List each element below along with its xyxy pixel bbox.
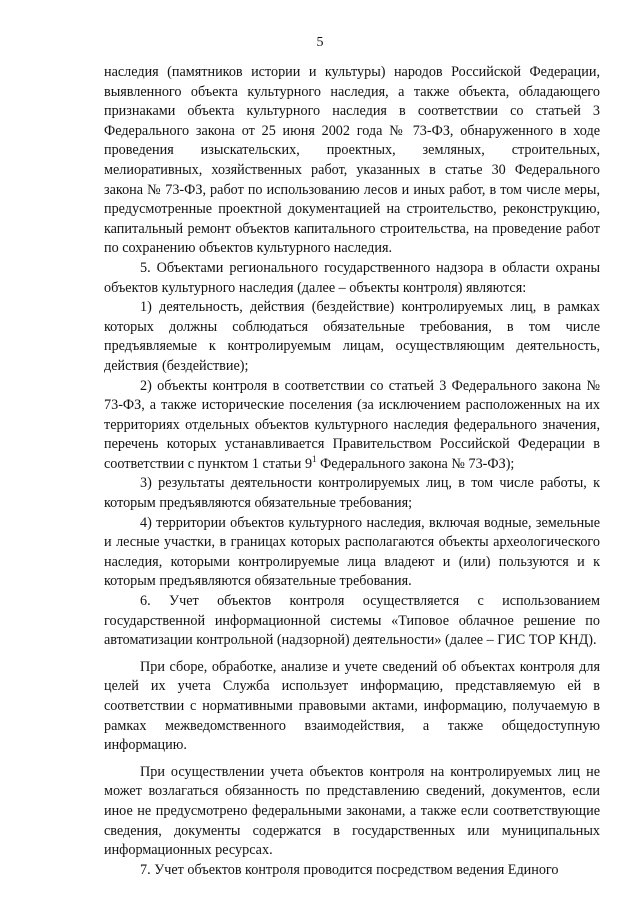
paragraph-continuation: наследия (памятников истории и культуры) народов Российской Федерации, выявленного объекта культурного наследия, а также объекта, обладающего признаками объекта культурного наследия в соответствии со статьей 3 Федерального закона от 25 июня 2002 года № 73-ФЗ, обнаруженного в ходе проведения изыскательских, проектных, земляных, строительных, мелиоративных, хозяйственных работ, указанных в статье 30 Федерального закона № 73-ФЗ, работ по использованию лесов и иных работ, в том числе меры, предусмотренные проектной документацией на строительство, реконструкцию, капитальный ремонт объектов капитального строительства, на проведение работ по сохранению объектов культурного наследия.: [104, 64, 600, 257]
paragraph-subitem-4: 4) территории объектов культурного наследия, включая водные, земельные и лесные участки, в границах которых располагаются объекты археологического наследия, которыми контролируемые лица владеют и (или) пользуются и к которым предъявляются обязательные требования.: [104, 514, 600, 590]
paragraph-subitem-2: [104, 377, 600, 475]
paragraph-subitem-3: 3) результаты деятельности контролируемых лиц, в том числе работы, к которым предъявляются обязательные требования;: [104, 475, 600, 512]
subitem-2-text-end: Федерального закона № 73-ФЗ);: [316, 455, 515, 472]
paragraph-item-7: 7. Учет объектов контроля проводится посредством ведения Единого: [140, 861, 559, 878]
paragraph-collection-info: При сборе, обработке, анализе и учете сведений об объектах контроля для целей их учета Служба использует информацию, представляемую ей в соответствии с нормативными правовыми актами, информацию, получаемую в рамках межведомственного взаимодействия, а также общедоступную информацию.: [104, 658, 600, 754]
page-number: 5: [316, 35, 324, 50]
subitem-2-text: 2) объекты контроля в соответствии со статьей 3 Федерального закона № 73-ФЗ, а также исторические поселения (за исключением расположенных на их территориях отдельных объектов культурного наследия федерального значения, перечень которых устанавливается Правительством Российской Федерации в соответствии с пунктом 1 статьи 9: [104, 377, 600, 472]
paragraph-item-5: 5. Объектами регионального государственного надзора в области охраны объектов культурного наследия (далее – объекты контроля) являются:: [104, 259, 600, 296]
paragraph-no-obligation: При осуществлении учета объектов контроля на контролируемых лиц не может возлагаться обязанность по представлению сведений, документов, если иное не предусмотрено федеральными законами, а также если соответствующие сведения, документы содержатся в государственных или муниципальных информационных ресурсах.: [104, 763, 600, 859]
footnote-superscript: 1: [312, 453, 317, 464]
paragraph-item-6: 6. Учет объектов контроля осуществляется с использованием государственной информационной системы «Типовое облачное решение по автоматизации контрольной (надзорной) деятельности» (далее – ГИС ТОР КНД).: [104, 593, 600, 649]
body-text: [104, 63, 600, 880]
paragraph-subitem-1: 1) деятельность, действия (бездействие) контролируемых лиц, в рамках которых должны соблюдаться обязательные требования, в том числе предъявляемые к контролируемым лицам, осуществляющим деятельность, действия (бездействие);: [104, 299, 600, 374]
